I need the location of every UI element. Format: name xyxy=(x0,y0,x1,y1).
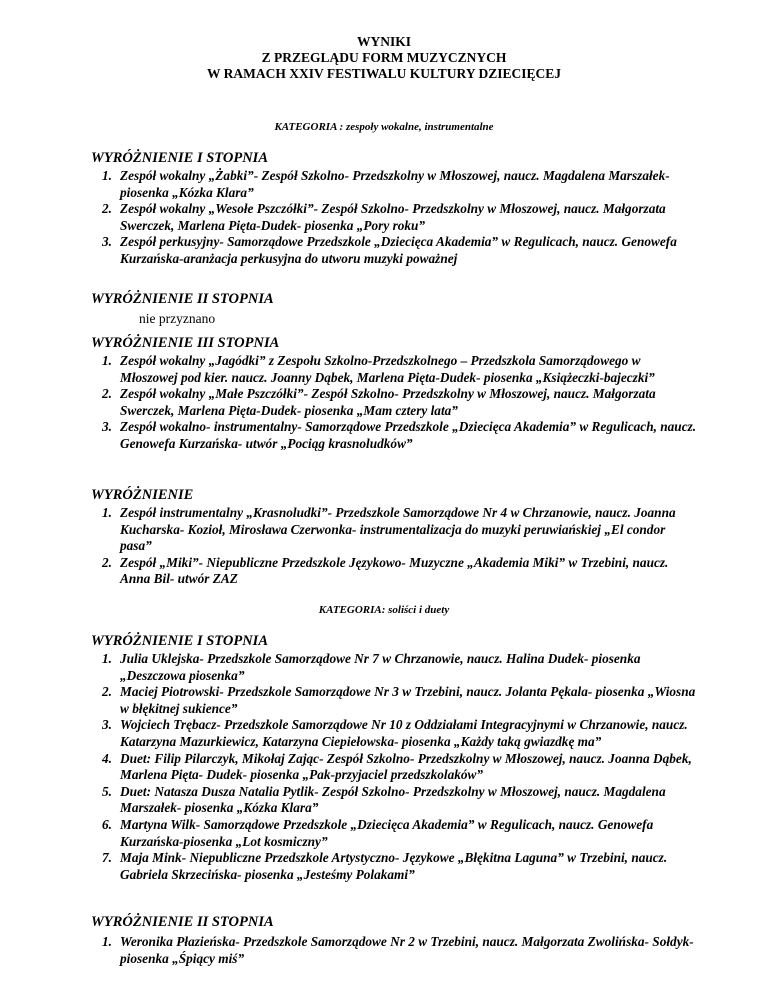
section-heading: WYRÓŻNIENIE II STOPNIA xyxy=(91,914,274,930)
section-heading: WYRÓŻNIENIE II STOPNIA xyxy=(91,291,274,307)
award-list xyxy=(90,934,700,967)
note-text: nie przyznano xyxy=(139,311,216,326)
list-item: 2. Zespół wokalny „Małe Pszczółki”- Zespół Szkolno- Przedszkolny w Młoszowej, naucz. Małgorzata Swerczek, Marlena Pięta-Dudek- piosenka „Mam cztery lata” xyxy=(102,386,656,418)
section-heading: WYRÓŻNIENIE xyxy=(91,487,194,503)
category-heading: KATEGORIA : zespoły wokalne, instrumentalne xyxy=(274,121,494,133)
list-item: 3. Zespół wokalno- instrumentalny- Samorządowe Przedszkole „Dziecięca Akademia” w Regulicach, naucz. Genowefa Kurzańska- utwór „Pociąg krasnoludków” xyxy=(102,419,697,451)
list-item: 1. Zespół wokalny „Jagódki” z Zespołu Szkolno-Przedszkolnego – Przedszkola Samorządowego w Młoszowej pod kier. naucz. Joanny Dąbek, Marlena Pięta-Dudek- piosenka „Książeczki-bajeczki” xyxy=(102,353,655,385)
list-item: 3. Wojciech Trębacz- Przedszkole Samorządowe Nr 10 z Oddziałami Integracyjnymi w Chrzanowie, naucz. Katarzyna Mazurkiewicz, Katarzyna Ciepiełowska- piosenka „Każdy taką gwiazdkę ma” xyxy=(102,717,688,749)
category-heading: KATEGORIA: soliści i duety xyxy=(318,604,450,616)
doc-title: WYNIKI xyxy=(356,34,411,49)
list-item: 1. Zespół wokalny „Żabki”- Zespół Szkolno- Przedszkolny w Młoszowej, naucz. Magdalena Marszałek- piosenka „Kózka Klara” xyxy=(102,168,670,200)
list-item: 5. Duet: Natasza Dusza Natalia Pytlik- Zespół Szkolno- Przedszkolny w Młoszowej, naucz. Magdalena Marszałek- piosenka „Kózka Klara” xyxy=(102,783,666,816)
doc-subtitle: Z PRZEGLĄDU FORM MUZYCZNYCH xyxy=(261,50,507,65)
award-list xyxy=(90,505,700,588)
award-list xyxy=(90,168,700,268)
award-list xyxy=(90,651,700,883)
section-heading: WYRÓŻNIENIE I STOPNIA xyxy=(91,150,268,166)
list-item: 2. Zespół wokalny „Wesołe Pszczółki”- Zespół Szkolno- Przedszkolny w Młoszowej, naucz. Małgorzata Swerczek, Marlena Pięta-Dudek- piosenka „Pory roku” xyxy=(102,201,666,233)
list-item: 4. Duet: Filip Pilarczyk, Mikołaj Zając- Zespół Szkolno- Przedszkolny w Młoszowej, naucz. Joanna Dąbek, Marlena Pięta- Dudek- piosenka „Pak-przyjaciel przedszkolaków” xyxy=(102,750,692,783)
award-list xyxy=(90,353,700,453)
list-item: 3. Zespół perkusyjny- Samorządowe Przedszkole „Dziecięca Akademia” w Regulicach, naucz. Genowefa Kurzańska-aranżacja perkusyjna do utworu muzyki poważnej xyxy=(102,234,677,266)
list-item: 6. Martyna Wilk- Samorządowe Przedszkole „Dziecięca Akademia” w Regulicach, naucz. Genowefa Kurzańska-piosenka „Lot kosmiczny” xyxy=(102,816,654,849)
list-item: 7. Maja Mink- Niepubliczne Przedszkole Artystyczno- Językowe „Błękitna Laguna” w Trzebini, naucz. Gabriela Skrzecińska- piosenka „Jesteśmy Polakami” xyxy=(102,850,668,882)
section-heading: WYRÓŻNIENIE I STOPNIA xyxy=(91,633,268,649)
section-heading: WYRÓŻNIENIE III STOPNIA xyxy=(91,335,280,351)
doc-subtitle-2: W RAMACH XXIV FESTIWALU KULTURY DZIECIĘCEJ xyxy=(207,66,561,81)
list-item: 1. Zespół instrumentalny „Krasnoludki”- Przedszkole Samorządowe Nr 4 w Chrzanowie, naucz. Joanna Kucharska- Kozioł, Mirosława Czerwonka- instrumentalizacja do muzyki peruwiańskiej „El condor pasa” xyxy=(102,505,676,554)
list-item: 1. Weronika Płazieńska- Przedszkole Samorządowe Nr 2 w Trzebini, naucz. Małgorzata Zwolińska- Sołdyk- piosenka „Śpiący miś” xyxy=(102,934,694,966)
list-item: 1. Julia Uklejska- Przedszkole Samorządowe Nr 7 w Chrzanowie, naucz. Halina Dudek- piosenka „Deszczowa piosenka” xyxy=(102,651,641,683)
list-item: 2. Zespół „Miki”- Niepubliczne Przedszkole Językowo- Muzyczne „Akademia Miki” w Trzebini, naucz. Anna Bil- utwór ZAZ xyxy=(102,554,669,587)
list-item: 2. Maciej Piotrowski- Przedszkole Samorządowe Nr 3 w Trzebini, naucz. Jolanta Pękala- piosenka „Wiosna w błękitnej sukience” xyxy=(102,684,696,716)
